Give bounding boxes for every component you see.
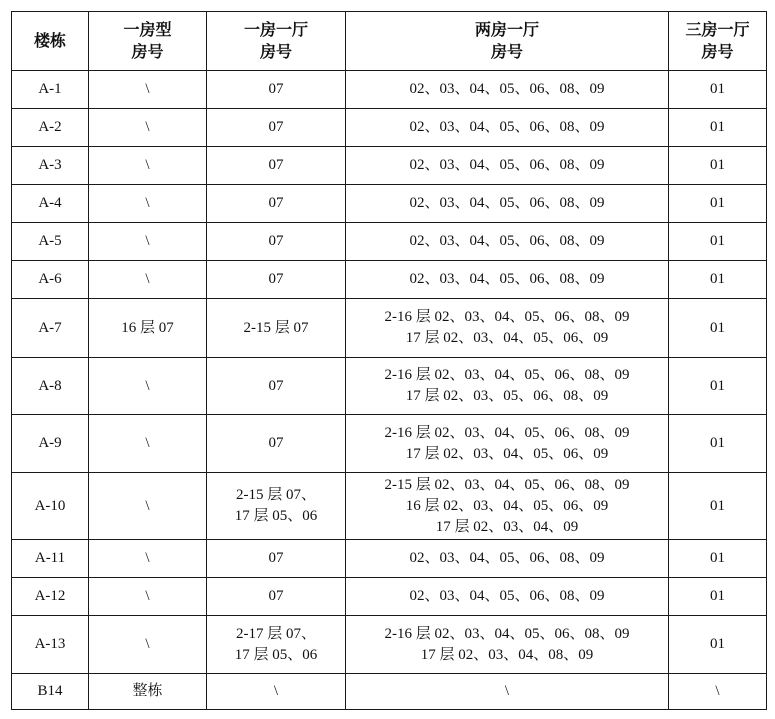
cell-line: 整栋: [132, 683, 163, 699]
cell-two-bed-one-hall: [346, 578, 669, 616]
cell-three-bed-one-hall: [669, 415, 767, 473]
cell-one-room: [89, 616, 207, 674]
cell-building: [12, 540, 89, 578]
cell-building: [12, 71, 89, 109]
cell-line: 01: [710, 377, 725, 394]
cell-line: 01: [710, 435, 725, 451]
cell-one-room: [89, 185, 207, 223]
cell-line: A-1: [38, 81, 62, 97]
cell-two-bed-one-hall: [346, 358, 669, 415]
cell-line: 2-15 层 07: [243, 319, 309, 336]
cell-line: 2-16 层 02、03、04、05、06、08、09: [384, 309, 630, 325]
cell-building: [12, 299, 89, 358]
cell-line: A-6: [38, 271, 62, 287]
cell-line: 01: [710, 497, 725, 514]
cell-line: 16 层 02、03、04、05、06、09: [405, 497, 609, 514]
cell-line: A-3: [38, 157, 62, 173]
cell-line: 07: [268, 550, 284, 566]
cell-two-bed-one-hall: [346, 674, 669, 710]
cell-line: 02、03、04、05、06、08、09: [409, 588, 605, 604]
cell-three-bed-one-hall: [669, 147, 767, 185]
cell-line: 01: [710, 271, 725, 287]
cell-line: 17 层 02、03、04、05、06、09: [405, 445, 609, 462]
cell-line: \: [715, 683, 720, 699]
cell-three-bed-one-hall: [669, 71, 767, 109]
table-row: [12, 147, 767, 185]
cell-two-bed-one-hall: [346, 261, 669, 299]
cell-building: [12, 415, 89, 473]
cell-line: 07: [268, 377, 284, 394]
cell-line: 01: [710, 157, 725, 173]
cell-building: [12, 223, 89, 261]
cell-one-room: [89, 578, 207, 616]
cell-building: [12, 578, 89, 616]
cell-line: 01: [710, 550, 725, 566]
table-row: [12, 261, 767, 299]
cell-two-bed-one-hall: [346, 71, 669, 109]
cell-building: [12, 147, 89, 185]
cell-line: 17 层 02、03、04、08、09: [420, 646, 594, 663]
cell-line: \: [145, 81, 150, 97]
header-one-bed-one-hall: [207, 12, 346, 71]
cell-three-bed-one-hall: [669, 674, 767, 710]
cell-line: 两房一厅: [474, 20, 539, 39]
cell-one-room: [89, 71, 207, 109]
cell-one-bed-one-hall: [207, 540, 346, 578]
cell-line: 01: [710, 233, 725, 249]
cell-one-bed-one-hall: [207, 415, 346, 473]
cell-line: \: [145, 377, 150, 394]
cell-line: \: [145, 435, 150, 451]
cell-line: 01: [710, 636, 725, 652]
cell-line: \: [504, 683, 510, 699]
cell-one-room: [89, 223, 207, 261]
cell-one-room: [89, 674, 207, 710]
cell-line: 07: [268, 588, 284, 604]
cell-line: A-4: [38, 195, 62, 211]
cell-one-room: [89, 147, 207, 185]
cell-two-bed-one-hall: [346, 473, 669, 540]
cell-line: \: [145, 636, 150, 652]
table-row: [12, 674, 767, 710]
cell-line: \: [145, 233, 150, 249]
cell-line: 07: [268, 271, 284, 287]
header-building: [12, 12, 89, 71]
cell-one-room: [89, 261, 207, 299]
table-body: [12, 71, 767, 710]
cell-one-bed-one-hall: [207, 299, 346, 358]
cell-three-bed-one-hall: [669, 540, 767, 578]
cell-line: A-11: [34, 550, 66, 566]
table-row: [12, 616, 767, 674]
cell-three-bed-one-hall: [669, 223, 767, 261]
cell-one-bed-one-hall: [207, 71, 346, 109]
cell-line: \: [273, 683, 279, 699]
cell-two-bed-one-hall: [346, 223, 669, 261]
table-row: [12, 578, 767, 616]
table-row: [12, 473, 767, 540]
cell-line: 一房型: [123, 20, 172, 39]
cell-line: 02、03、04、05、06、08、09: [409, 157, 605, 173]
cell-two-bed-one-hall: [346, 299, 669, 358]
cell-line: \: [145, 195, 150, 211]
cell-line: 17 层 02、03、04、05、06、09: [405, 330, 609, 346]
cell-line: 2-15 层 07、: [236, 487, 316, 503]
cell-three-bed-one-hall: [669, 578, 767, 616]
cell-line: 2-15 层 02、03、04、05、06、08、09: [384, 476, 630, 493]
cell-building: [12, 261, 89, 299]
cell-two-bed-one-hall: [346, 185, 669, 223]
cell-building: [12, 185, 89, 223]
cell-line: A-7: [38, 319, 62, 336]
cell-one-room: [89, 415, 207, 473]
cell-building: [12, 358, 89, 415]
header-three-bed-one-hall: [669, 12, 767, 71]
cell-line: 2-16 层 02、03、04、05、06、08、09: [384, 424, 630, 441]
cell-one-bed-one-hall: [207, 223, 346, 261]
cell-line: 2-16 层 02、03、04、05、06、08、09: [384, 367, 630, 383]
cell-one-room: [89, 109, 207, 147]
cell-one-bed-one-hall: [207, 147, 346, 185]
table-row: [12, 540, 767, 578]
cell-two-bed-one-hall: [346, 616, 669, 674]
cell-line: 2-16 层 02、03、04、05、06、08、09: [384, 625, 630, 642]
cell-line: 房号: [259, 42, 292, 61]
cell-line: 07: [268, 195, 284, 211]
cell-one-bed-one-hall: [207, 358, 346, 415]
cell-one-bed-one-hall: [207, 109, 346, 147]
table-row: [12, 415, 767, 473]
table-row: [12, 358, 767, 415]
cell-line: 17 层 02、03、04、09: [435, 518, 579, 535]
cell-line: 01: [710, 119, 725, 135]
cell-line: \: [145, 588, 150, 604]
cell-line: 17 层 05、06: [234, 646, 318, 663]
cell-line: 一房一厅: [243, 20, 308, 39]
cell-line: A-10: [34, 497, 66, 514]
cell-two-bed-one-hall: [346, 147, 669, 185]
cell-line: \: [145, 550, 150, 566]
cell-three-bed-one-hall: [669, 358, 767, 415]
cell-three-bed-one-hall: [669, 473, 767, 540]
cell-one-bed-one-hall: [207, 261, 346, 299]
cell-line: A-2: [38, 119, 62, 135]
cell-line: 02、03、04、05、06、08、09: [409, 233, 605, 249]
cell-two-bed-one-hall: [346, 540, 669, 578]
cell-line: A-5: [38, 233, 62, 249]
table-row: [12, 223, 767, 261]
cell-building: [12, 674, 89, 710]
cell-two-bed-one-hall: [346, 109, 669, 147]
cell-line: \: [145, 271, 150, 287]
cell-line: 02、03、04、05、06、08、09: [409, 271, 605, 287]
cell-line: 01: [710, 319, 725, 336]
cell-three-bed-one-hall: [669, 109, 767, 147]
header-row: [12, 12, 767, 71]
cell-three-bed-one-hall: [669, 261, 767, 299]
cell-one-room: [89, 473, 207, 540]
cell-one-bed-one-hall: [207, 616, 346, 674]
cell-line: 房号: [131, 42, 164, 61]
cell-line: \: [145, 119, 150, 135]
table-row: [12, 299, 767, 358]
cell-one-bed-one-hall: [207, 473, 346, 540]
cell-line: 17 层 05、06: [234, 508, 318, 524]
cell-line: 07: [268, 233, 284, 249]
cell-line: 02、03、04、05、06、08、09: [409, 550, 605, 566]
cell-line: 楼栋: [33, 31, 66, 50]
cell-two-bed-one-hall: [346, 415, 669, 473]
cell-line: A-12: [34, 588, 66, 604]
cell-line: 三房一厅: [685, 20, 750, 39]
cell-one-bed-one-hall: [207, 674, 346, 710]
cell-three-bed-one-hall: [669, 616, 767, 674]
cell-one-room: [89, 299, 207, 358]
cell-line: A-13: [34, 636, 66, 652]
cell-line: 01: [710, 588, 725, 604]
table-row: [12, 71, 767, 109]
cell-building: [12, 473, 89, 540]
cell-line: 17 层 02、03、05、06、08、09: [405, 388, 609, 404]
header-one-room: [89, 12, 207, 71]
cell-one-room: [89, 540, 207, 578]
cell-one-room: [89, 358, 207, 415]
cell-line: A-9: [38, 435, 62, 451]
unit-allocation-table: [11, 11, 767, 710]
cell-line: \: [145, 497, 150, 514]
table-row: [12, 109, 767, 147]
cell-line: 02、03、04、05、06、08、09: [409, 195, 605, 211]
cell-three-bed-one-hall: [669, 299, 767, 358]
cell-line: 02、03、04、05、06、08、09: [409, 81, 605, 97]
cell-line: \: [145, 157, 150, 173]
cell-line: 16 层 07: [121, 319, 174, 336]
cell-three-bed-one-hall: [669, 185, 767, 223]
cell-one-bed-one-hall: [207, 185, 346, 223]
cell-line: 2-17 层 07、: [236, 625, 316, 642]
cell-line: 房号: [490, 42, 523, 61]
cell-line: B14: [37, 683, 63, 699]
header-two-bed-one-hall: [346, 12, 669, 71]
cell-building: [12, 616, 89, 674]
cell-line: 01: [710, 195, 725, 211]
cell-line: 07: [268, 435, 284, 451]
cell-line: A-8: [38, 377, 62, 394]
cell-one-bed-one-hall: [207, 578, 346, 616]
cell-line: 07: [268, 119, 284, 135]
cell-building: [12, 109, 89, 147]
cell-line: 房号: [701, 42, 734, 61]
cell-line: 07: [268, 81, 284, 97]
cell-line: 02、03、04、05、06、08、09: [409, 119, 605, 135]
table-row: [12, 185, 767, 223]
cell-line: 07: [268, 157, 284, 173]
cell-line: 01: [710, 81, 725, 97]
